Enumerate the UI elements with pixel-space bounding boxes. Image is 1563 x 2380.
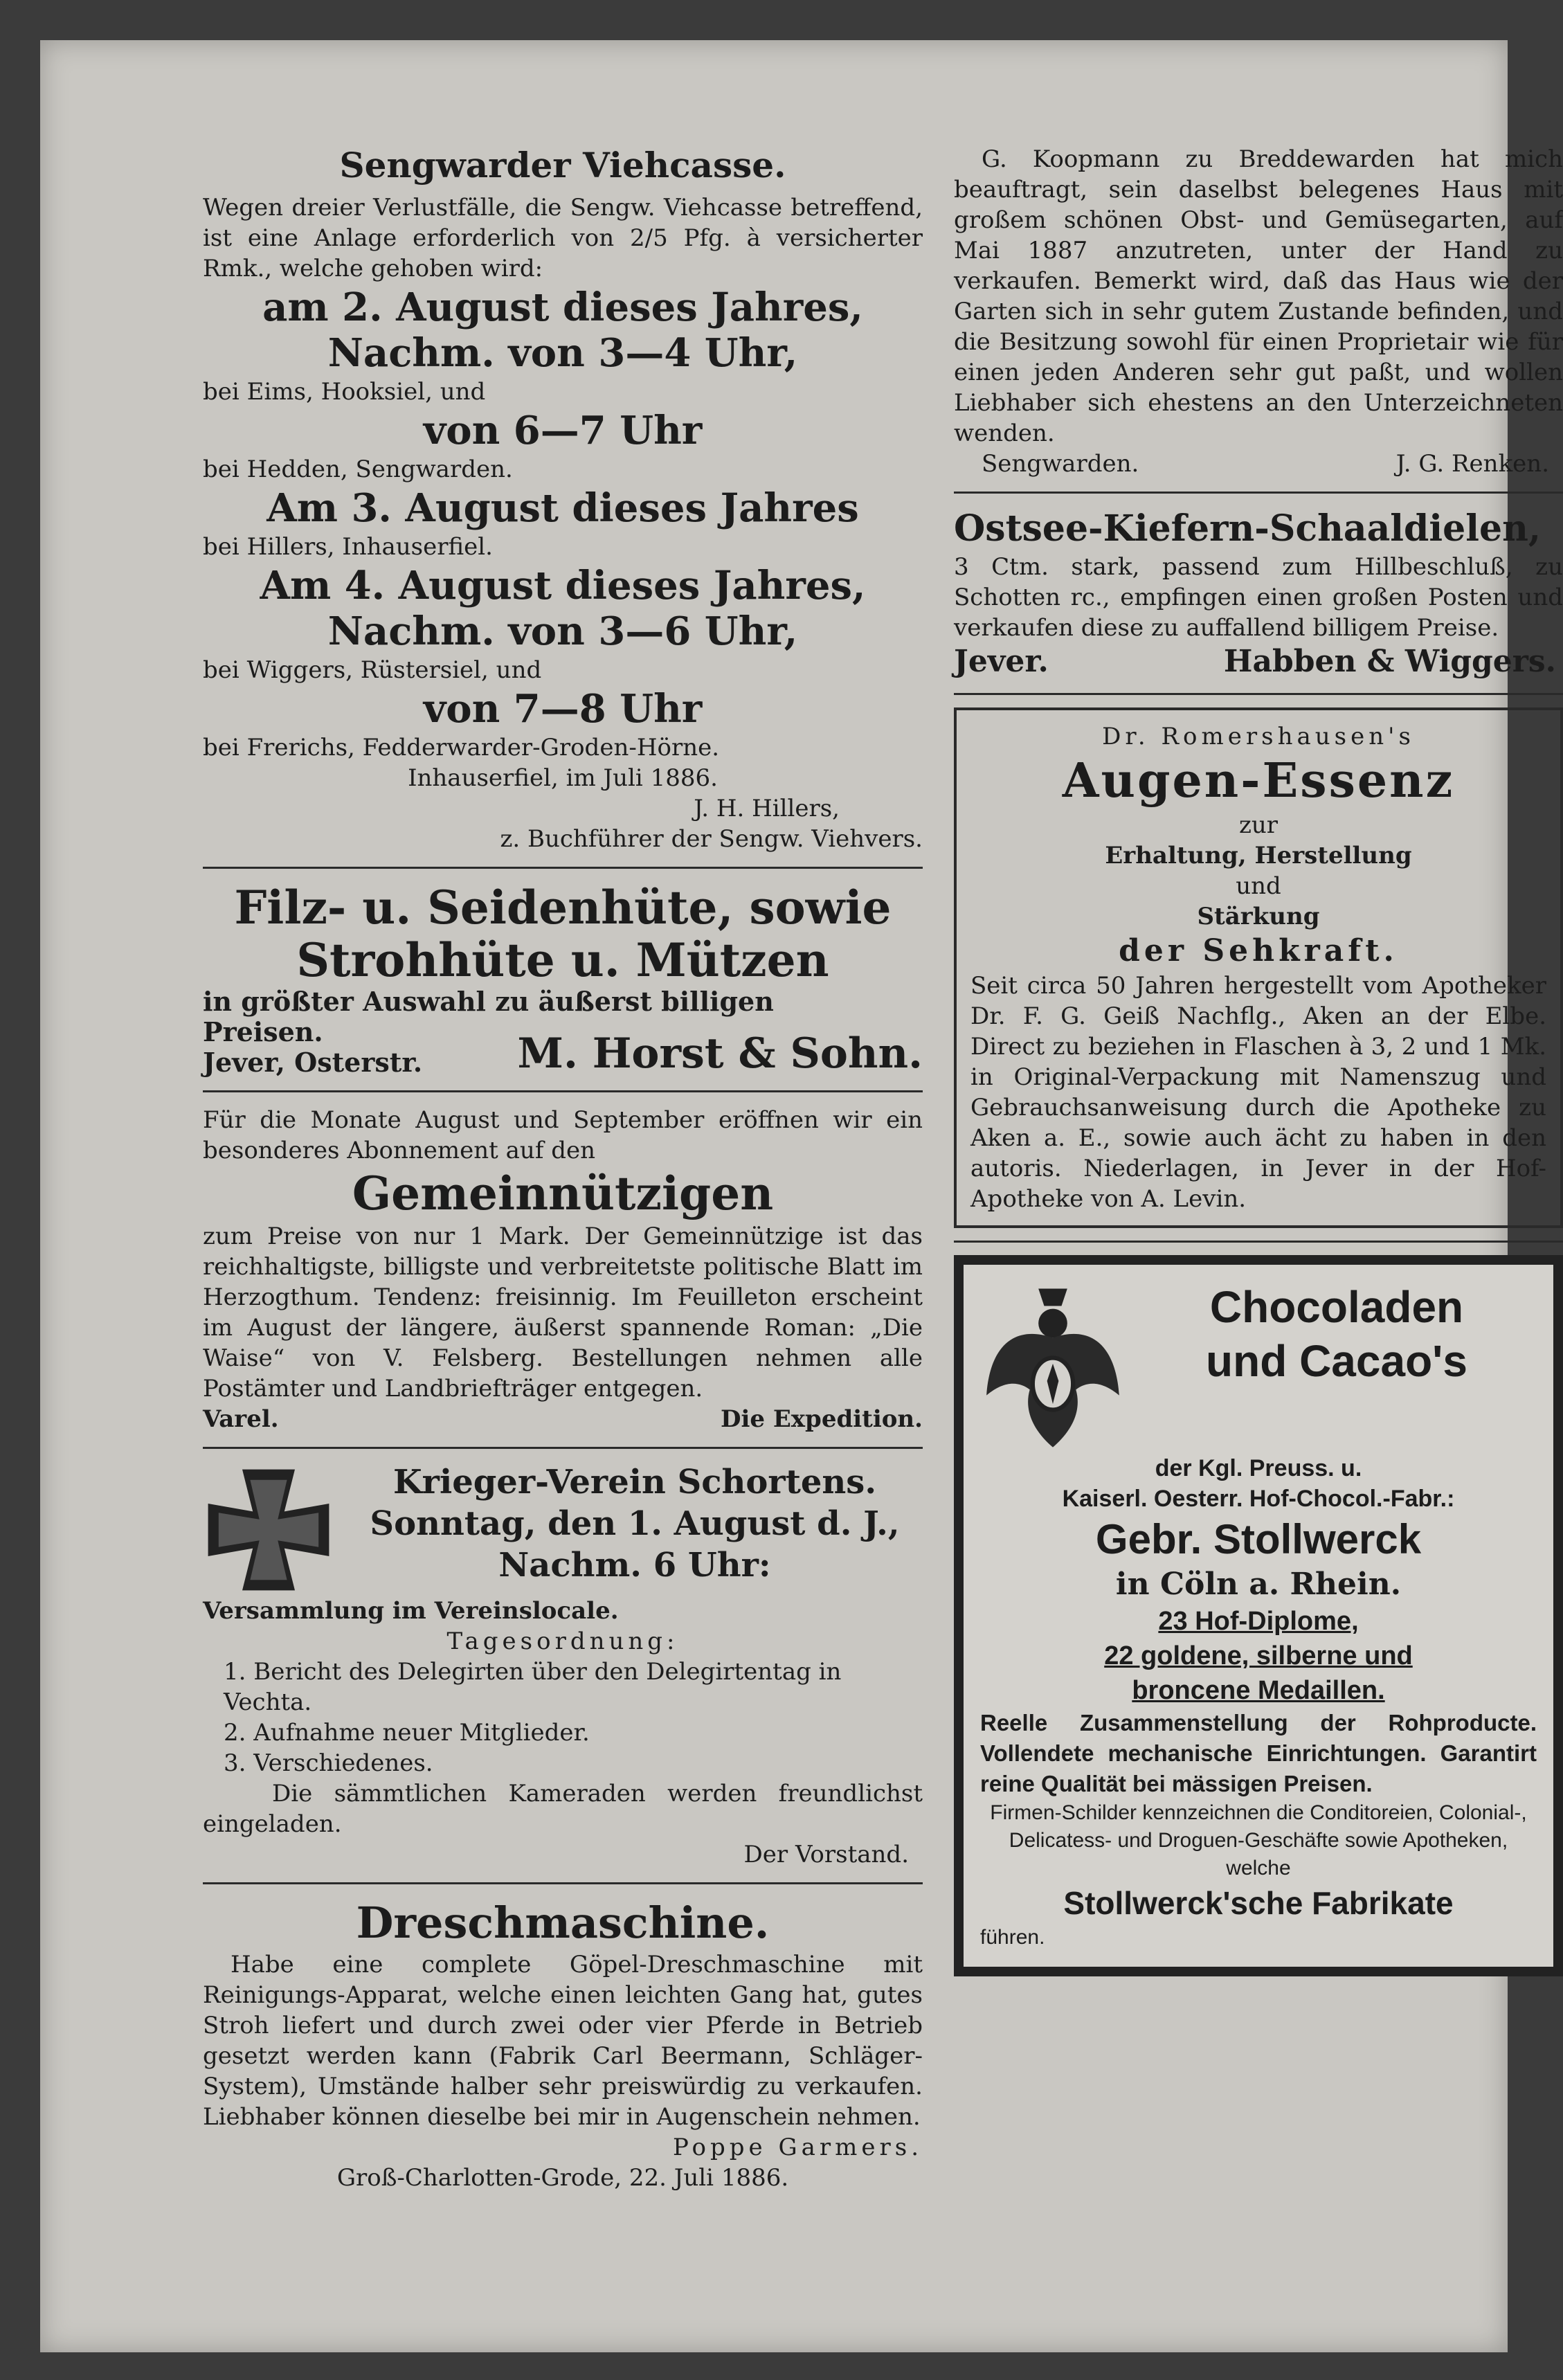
right-column [954, 144, 1563, 1989]
signature: Die Expedition. [720, 1405, 923, 1433]
signature-role: z. Buchführer der Sengw. Viehvers. [500, 825, 923, 853]
ad-title: Sengwarder Viehcasse. [339, 145, 786, 186]
ad-sengwarder-viehcasse [203, 144, 923, 854]
ad-title: Ostsee-Kiefern-Schaaldielen, [954, 507, 1541, 550]
ad-text: Erhaltung, Herstellung [1105, 842, 1412, 869]
date-line: Am 4. August dieses Jahres, [260, 563, 866, 608]
place-line: bei Wiggers, Rüstersiel, und [203, 656, 542, 684]
list-item: 3. Verschiedenes. [224, 1749, 433, 1777]
divider [203, 1447, 923, 1449]
ad-text: in größter Auswahl zu äußerst billigen [203, 986, 774, 1017]
ad-text: Stärkung [1197, 903, 1320, 930]
ad-text: der Kgl. Preuss. u. [1155, 1455, 1362, 1481]
ad-text: führen. [980, 1926, 1045, 1949]
ad-text: Die sämmtlichen Kameraden werden freundlichst eingeladen. [203, 1780, 923, 1838]
ad-text: Firmen-Schilder kennzeichnen die Conditoreien, Colonial-, Delicatess- und Droguen-Geschäfte sowie Apotheken, welche [990, 1801, 1527, 1879]
signature: J. G. Renken. [1395, 450, 1549, 478]
date-line: Am 3. August dieses Jahres [266, 485, 859, 531]
ad-text: zur [1238, 811, 1279, 839]
time-line: Nachm. von 3—4 Uhr, [327, 330, 798, 376]
ad-headline: Strohhüte u. Mützen [296, 933, 829, 987]
firm-name: M. Horst & Sohn. [517, 1029, 923, 1078]
ad-text: Habe eine complete Göpel-Dreschmaschine mit Reinigungs-Apparat, welche einen leichten Gang hat, gutes Stroh liefert und durch zwei oder vier Pferde in Betrieb gesetzt werden kann (Fabrik Carl Beermann, Schläger-System), Umstände halber sehr preiswürdig zu verkaufen. Liebhaber können dieselbe bei mir in Augenschein nehmen. [203, 1951, 923, 2131]
ad-title: Gemeinnützigen [352, 1166, 774, 1220]
left-column [203, 144, 923, 2193]
ad-headline: Chocoladen [1209, 1282, 1464, 1332]
ad-stollwerck [954, 1255, 1563, 1976]
time-line: von 7—8 Uhr [423, 686, 703, 732]
dateline: Groß-Charlotten-Grode, 22. Juli 1886. [336, 2164, 789, 2192]
ad-address: Jever, Osterstr. [203, 1047, 423, 1078]
signature: J. H. Hillers, [694, 795, 840, 822]
ad-text: Für die Monate August und September eröffnen wir ein besonderes Abonnement auf den [203, 1106, 923, 1164]
ad-text: G. Koopmann zu Breddewarden hat mich beauftragt, sein daselbst belegenes Haus mit großem schönen Obst- und Gemüsegarten, auf Mai 1887 anzutreten, unter der Hand zu verkaufen. Bemerkt wird, daß das Haus wie der Garten sich in sehr gutem Zustande befinden, und die Besitzung sowohl für einen Proprietair wie für einen jeden Anderen sehr gut paßt, und wollen Liebhaber sich ehestens an den Unterzeichneten wenden. [954, 145, 1563, 447]
ad-text: zum Preise von nur 1 Mark. Der Gemeinnützige ist das reichhaltigste, billigste und verbreitetste politische Blatt im Herzogthum. Tendenz: freisinnig. Im Feuilleton erscheint im August der längere, äußerst spannende Roman: „Die Waise“ von V. Felsberg. Bestellungen nehmen alle Postämter und Landbriefträger entgegen. [203, 1223, 923, 1403]
ad-text: Wegen dreier Verlustfälle, die Sengw. Viehcasse betreffend, ist eine Anlage erforderlich von 2/5 Pfg. à versicherter Rmk., welche gehoben wird: [203, 194, 923, 282]
time-line: von 6—7 Uhr [423, 408, 703, 453]
place: Sengwarden. [982, 450, 1139, 478]
ad-gemeinnuetzige [203, 1105, 923, 1434]
ad-text: Kaiserl. Oesterr. Hof-Chocol.-Fabr.: [1062, 1486, 1455, 1512]
ad-headline: und Cacao's [1206, 1336, 1467, 1386]
time-line: Nachm. 6 Uhr: [498, 1546, 771, 1585]
iron-cross-icon [203, 1464, 334, 1596]
list-item: 1. Bericht des Delegirten über den Delegirtentag in Vechta. [224, 1658, 842, 1716]
divider [954, 492, 1563, 494]
time-line: Nachm. von 3—6 Uhr, [327, 608, 798, 654]
ad-krieger-verein [203, 1461, 923, 1870]
ad-schaaldielen [954, 506, 1563, 680]
ad-title: Krieger-Verein Schortens. [392, 1463, 877, 1502]
place-line: bei Hillers, Inhauserfiel. [203, 533, 493, 561]
agenda-heading: Tagesordnung: [446, 1628, 679, 1655]
ad-title: Augen-Essenz [1062, 753, 1455, 809]
agenda-list [203, 1657, 923, 1778]
ad-text: und [1236, 872, 1281, 900]
place: Varel. [203, 1405, 279, 1433]
ad-subtitle: der Sehkraft. [1119, 933, 1398, 968]
date-line: Sonntag, den 1. August d. J., [370, 1504, 900, 1543]
ad-augen-essenz [954, 707, 1563, 1228]
dateline: Inhauserfiel, im Juli 1886. [408, 764, 718, 792]
ad-text: in Cöln a. Rhein. [1115, 1567, 1402, 1602]
place-line: bei Eims, Hooksiel, und [203, 378, 486, 406]
ad-text: Stollwerck'sche Fabrikate [1063, 1885, 1454, 1921]
place-line: bei Hedden, Sengwarden. [203, 456, 513, 483]
signature: Habben & Wiggers. [1223, 644, 1556, 679]
signature: Der Vorstand. [743, 1841, 909, 1868]
ad-dreschmaschine [203, 1897, 923, 2193]
divider [203, 1882, 923, 1884]
ad-text: Reelle Zusammenstellung der Rohproducte. Vollendete mechanische Einrichtungen. Garantirt reine Qualität bei mässigen Preisen. [980, 1710, 1537, 1796]
ad-text: 22 goldene, silberne und [1104, 1641, 1413, 1670]
ad-text: Seit circa 50 Jahren hergestellt vom Apotheker Dr. F. G. Geiß Nachflg., Aken an der Elbe. Direct zu beziehen in Flaschen à 3, 2 und 1 Mk. in Original-Verpackung mit Namenszug und Gebrauchsanweisung durch die Apotheke zu Aken a. E., sowie auch ächt zu haben in den autoris. Niederlagen, in Jever in der Hof-Apotheke von A. Levin. [970, 972, 1546, 1213]
place: Jever. [954, 644, 1049, 679]
ad-text: broncene Medaillen. [1132, 1676, 1385, 1705]
divider [203, 1090, 923, 1092]
ad-maker: Dr. Romershausen's [1102, 723, 1415, 750]
ad-title: Dreschmaschine. [356, 1897, 770, 1948]
ad-text: 23 Hof-Diplome, [1158, 1607, 1359, 1636]
divider [954, 693, 1563, 695]
ad-house-sale [954, 144, 1563, 479]
divider [954, 1241, 1563, 1243]
ad-headline: Filz- u. Seidenhüte, sowie [234, 881, 892, 935]
ad-text: Preisen. [203, 1016, 323, 1047]
ad-text: 3 Ctm. stark, passend zum Hillbeschluß, zu Schotten rc., empfingen einen großen Posten und verkaufen diese zu auffallend billigem Preise. [954, 553, 1563, 642]
imperial-eagle-icon [980, 1280, 1126, 1453]
ad-hats [203, 881, 923, 1078]
list-item: 2. Aufnahme neuer Mitglieder. [224, 1719, 590, 1747]
newspaper-page [40, 40, 1563, 2352]
signature: Poppe Garmers. [673, 2134, 923, 2161]
date-line: am 2. August dieses Jahres, [262, 285, 863, 330]
divider [203, 867, 923, 869]
place-line: bei Frerichs, Fedderwarder-Groden-Hörne. [203, 734, 720, 761]
brand-name: Gebr. Stollwerck [1095, 1516, 1422, 1562]
ad-subtitle: Versammlung im Vereinslocale. [203, 1597, 619, 1625]
